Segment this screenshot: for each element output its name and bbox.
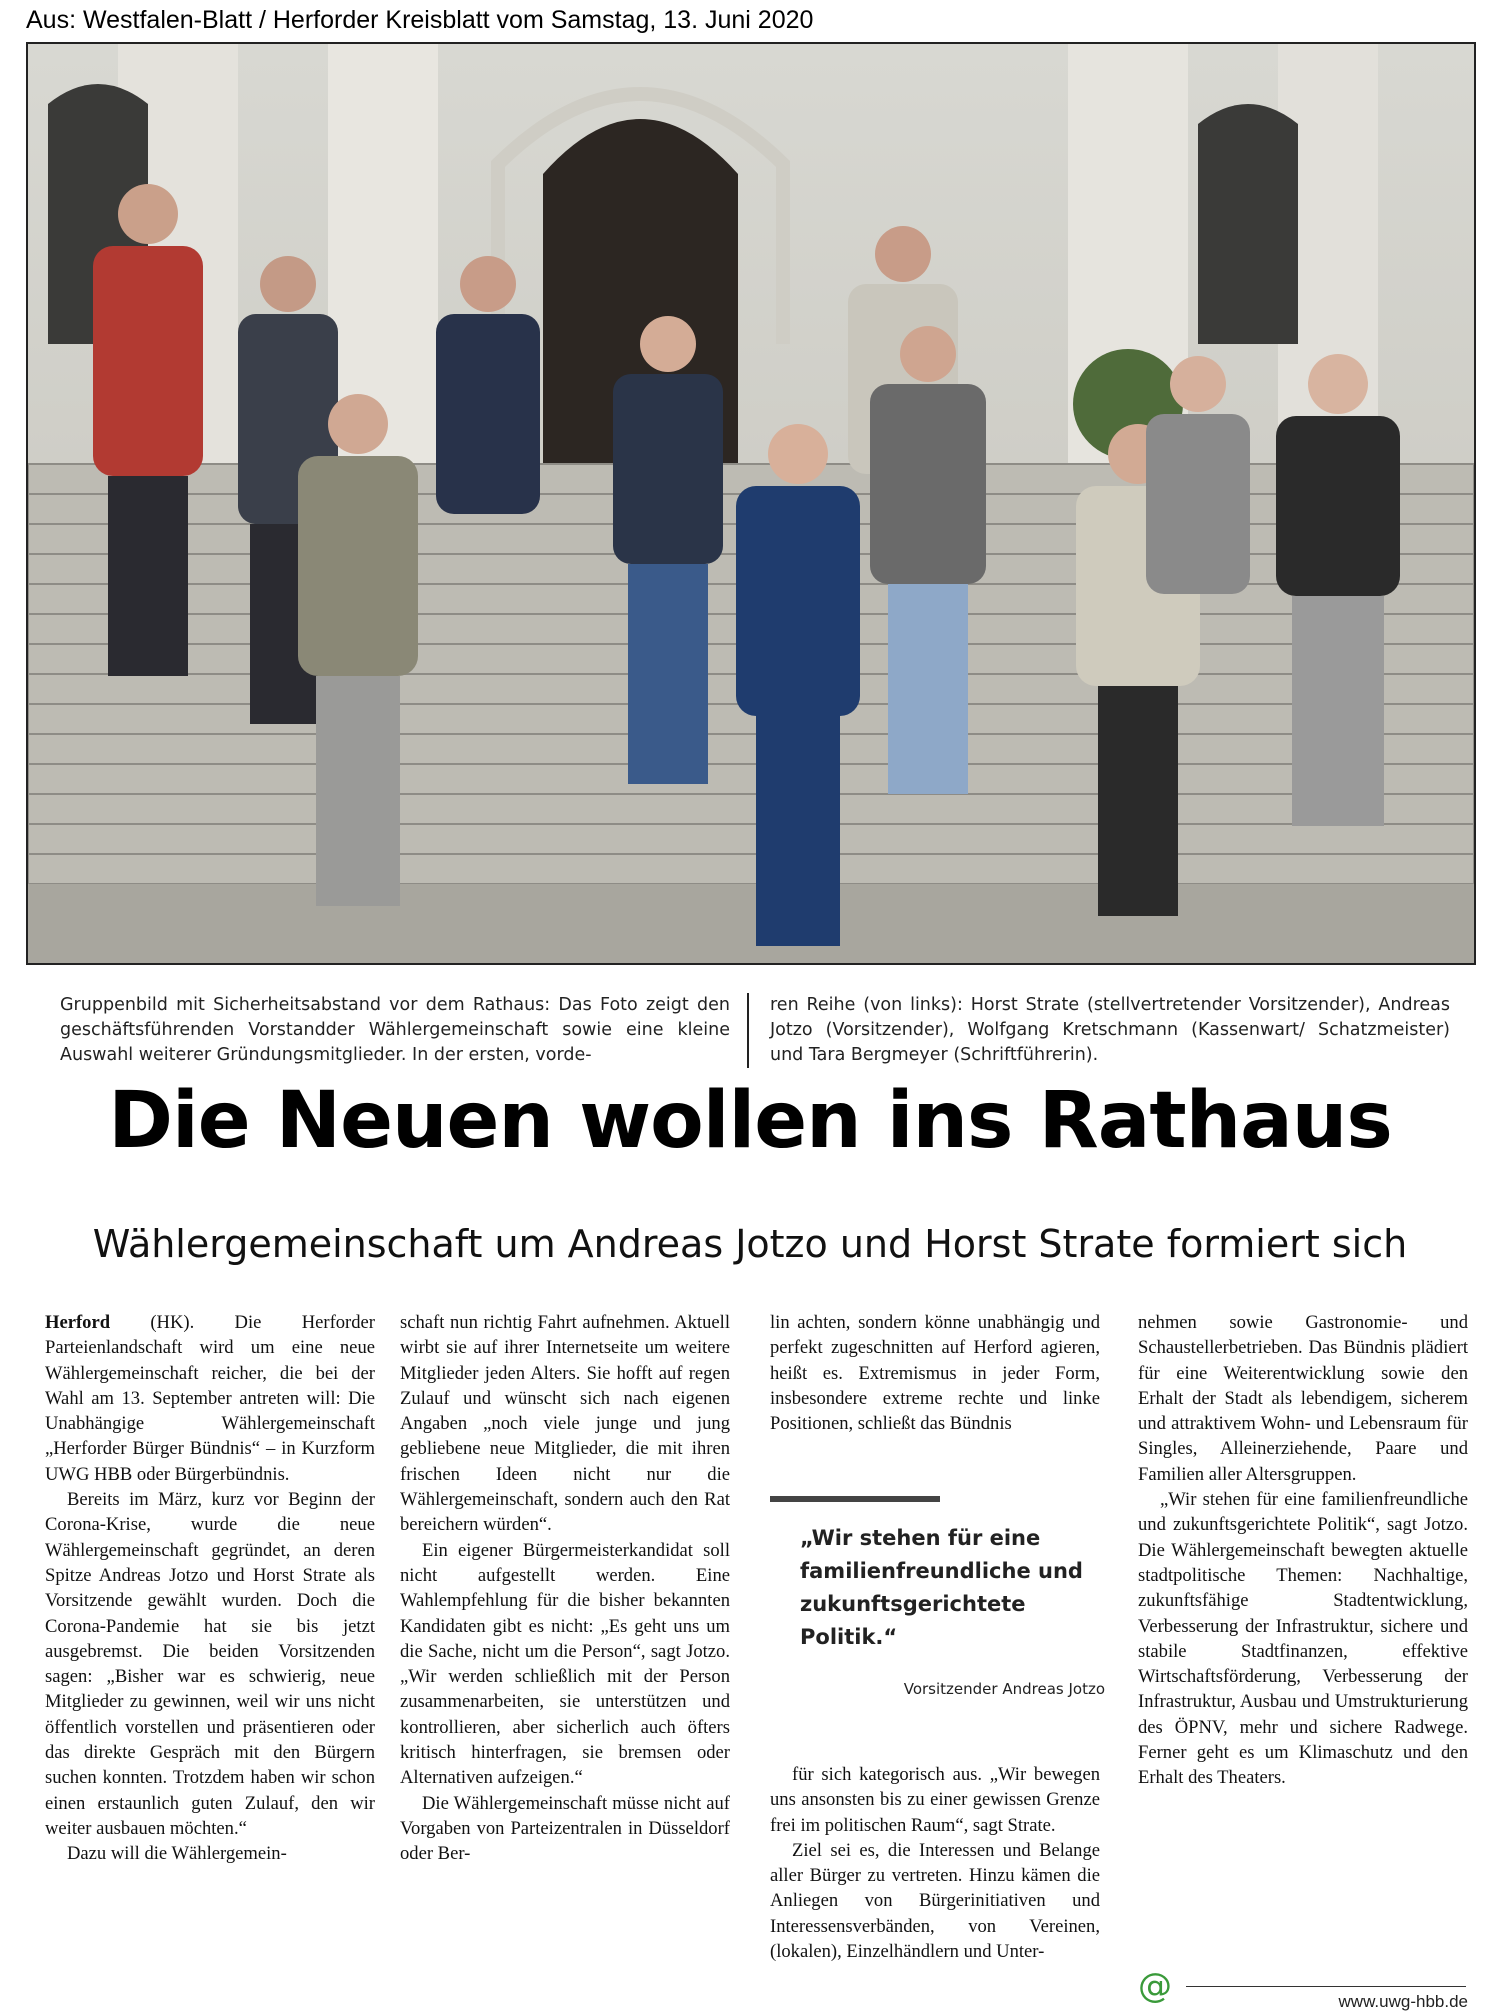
dateline: Herford — [45, 1312, 111, 1333]
pullquote — [770, 1496, 1105, 1698]
article-column-3 — [770, 1310, 1100, 1436]
pullquote-text: „Wir stehen für eine familienfreundliche und zukunftsgerichtete Politik.“ — [800, 1526, 1083, 1649]
paragraph: schaft nun richtig Fahrt aufnehmen. Aktuell wirbt sie auf ihrer Internetseite um weitere Mitglieder jeden Alters. Sie hofft auf regen Zulauf und wünscht sich nach eigenen Angaben „noch viele junge und jung gebliebene neue Mitglieder, die mit ihren frischen Ideen nicht nur die Wählergemeinschaft, sondern auch den Rat bereichern würden“. — [400, 1312, 730, 1536]
web-link-block — [1138, 1966, 1468, 2011]
photo-caption-right: ren Reihe (von links): Horst Strate (stellvertretender Vorsitzender), Andreas Jotzo (Vorsitzender), Wolfgang Kretschmann (Kassenwart/ Schatzmeister) und Tara Bergmeyer (Schriftführerin). — [770, 995, 1450, 1065]
paragraph: Ziel sei es, die Interessen und Belange aller Bürger zu vertreten. Hinzu kämen die Anliegen von Bürgerinitiativen und Interessensverbänden, von Vereinen, (lokalen), Einzelhändlern und Unter- — [770, 1839, 1100, 1963]
source-line: Aus: Westfalen-Blatt / Herforder Kreisblatt vom Samstag, 13. Juni 2020 — [26, 6, 814, 34]
paragraph: nehmen sowie Gastronomie- und Schaustellerbetrieben. Das Bündnis plädiert für eine Weiterentwicklung sowie den Erhalt der Stadt als lebendigem, sicherem und attraktivem Wohn- und Lebensraum für Singles, Alleinerziehende, Paare und Familien aller Altersgruppen. — [1138, 1312, 1468, 1485]
caption-divider — [747, 993, 749, 1068]
subheadline: Wählergemeinschaft um Andreas Jotzo und Horst Strate formiert sich — [92, 1222, 1408, 1266]
group-photo — [26, 42, 1476, 965]
article-column-1 — [45, 1310, 375, 1867]
web-rule — [1186, 1986, 1466, 1987]
article-column-2 — [400, 1310, 730, 1867]
paragraph: Ein eigener Bürgermeisterkandidat soll nicht aufgestellt werden. Eine Wahlempfehlung für die bisher bekannten Kandidaten gibt es nicht: „Es geht uns um die Sache, nicht um die Person“, sagt Jotzo. „Wir werden schließlich mit der Person zusammenarbeiten, sie unterstützen und kontrollieren, aber sicherlich auch öfters kritisch hinterfragen, sie bremsen oder Alternativen aufzeigen.“ — [400, 1539, 730, 1789]
paragraph: Die Wählergemeinschaft müsse nicht auf Vorgaben von Parteizentralen in Düsseldorf oder Ber- — [400, 1792, 730, 1865]
pullquote-author: Vorsitzender Andreas Jotzo — [903, 1680, 1105, 1698]
website-link[interactable]: www.uwg-hbb.de — [1338, 1992, 1468, 2011]
at-icon: @ — [1138, 1966, 1172, 2006]
article-column-4 — [1138, 1310, 1468, 1791]
photo-caption-left: Gruppenbild mit Sicherheitsabstand vor dem Rathaus: Das Foto zeigt den geschäftsführenden Vorstandder Wählergemeinschaft sowie eine kleine Auswahl weiterer Gründungsmitglieder. In der ersten, vorde- — [60, 995, 730, 1065]
paragraph-text: (HK). Die Herforder Parteienlandschaft wird um eine neue Wählergemeinschaft reicher, die bei der Wahl am 13. September antreten will: Die Unabhängige Wählergemeinschaft „Herforder Bürger Bündnis“ – in Kurzform UWG HBB oder Bürgerbündnis. — [45, 1312, 375, 1485]
headline: Die Neuen wollen ins Rathaus — [108, 1076, 1392, 1166]
paragraph — [45, 1310, 375, 1487]
paragraph: „Wir stehen für eine familienfreundliche und zukunftsgerichtete Politik“, sagt Jotzo. Die Wählergemeinschaft bewegten aktuelle stadtpolitische Themen: Nachhaltige, zukunftsfähige Stadtentwicklung, Verbesserung der Infrastruktur, sichere und stabile Stadtfinanzen, effektive Wirtschaftsförderung, Verbesserung der Infrastruktur, Ausbau und Umstrukturierung des ÖPNV, mehr und sichere Radwege. Ferner geht es um Klimaschutz und den Erhalt des Theaters. — [1138, 1489, 1468, 1789]
paragraph: lin achten, sondern könne unabhängig und perfekt zugeschnitten auf Herford agieren, heißt es. Extremismus in jeder Form, insbesondere extreme rechte und linke Positionen, schließt das Bündnis — [770, 1312, 1100, 1435]
paragraph: Bereits im März, kurz vor Beginn der Corona-Krise, wurde die neue Wählergemeinschaft gegründet, an deren Spitze Andreas Jotzo und Horst Strate als Vorsitzende gewählt wurden. Doch die Corona-Pandemie hat sie bis jetzt ausgebremst. Die beiden Vorsitzenden sagen: „Bisher war es schwierig, neue Mitglieder zu gewinnen, weil wir uns nicht öffentlich vorstellen und präsentieren oder das direkte Gespräch mit den Bürgern suchen konnten. Trotzdem haben wir schon einen erstaunlich guten Zulauf, den wir weiter ausbauen möchten.“ — [45, 1489, 375, 1839]
paragraph: für sich kategorisch aus. „Wir bewegen uns ansonsten bis zu einer gewissen Grenze frei im politischen Raum“, sagt Strate. — [770, 1764, 1100, 1836]
paragraph: Dazu will die Wählergemein- — [67, 1843, 287, 1865]
article-column-3-bottom — [770, 1762, 1100, 1964]
pullquote-rule — [770, 1496, 940, 1502]
